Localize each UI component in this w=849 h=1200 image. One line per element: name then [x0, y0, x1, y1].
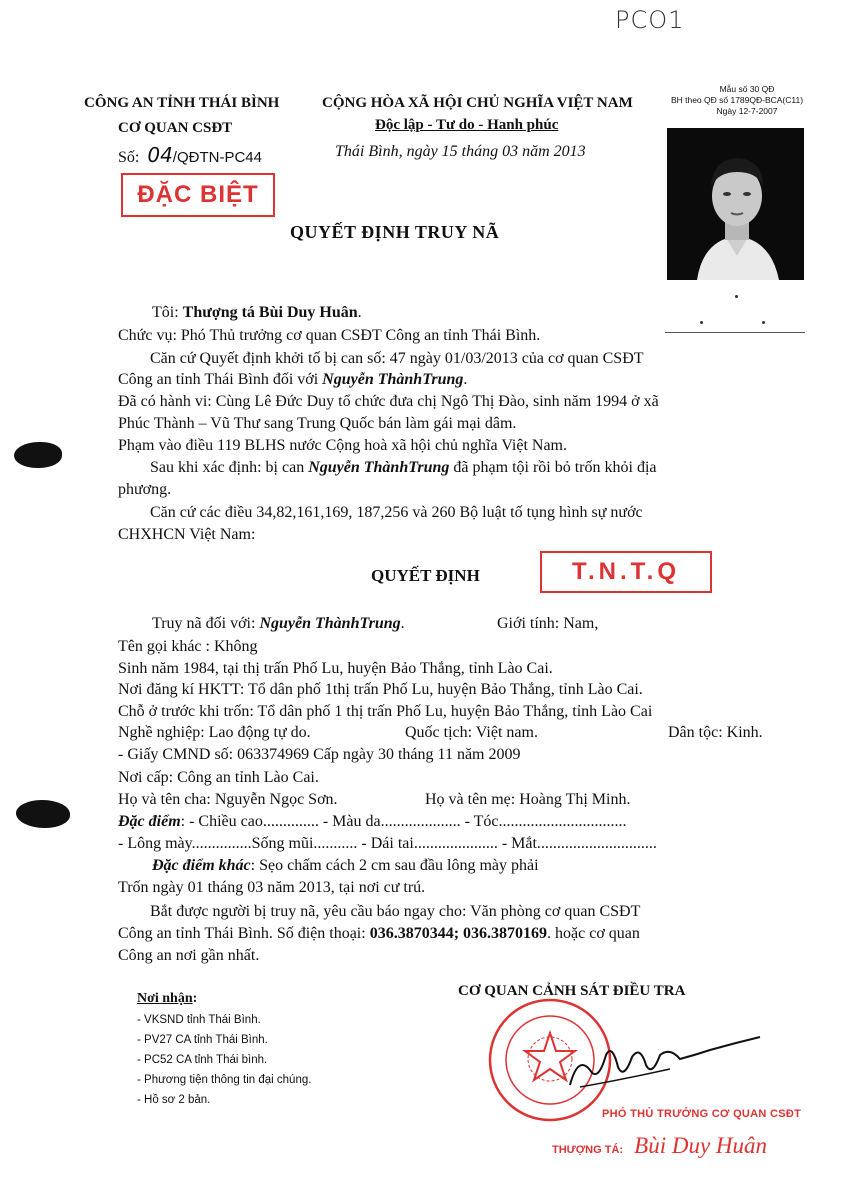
features-line [118, 812, 627, 832]
form-note-line: Ngày 12-7-2007 [716, 106, 778, 116]
country-name: CỘNG HÒA XÃ HỘI CHỦ NGHĨA VIỆT NAM [322, 95, 633, 111]
residence-line: Nơi đăng kí HKTT: Tổ dân phố 1thị trấn Phố Lu, huyện Bảo Thắng, tỉnh Lào Cai. [118, 681, 643, 698]
text: Công an tỉnh Thái Bình. Số điện thoại: [118, 925, 370, 942]
office-name: CƠ QUAN CSĐT [118, 120, 233, 136]
agency-name: CÔNG AN TỈNH THÁI BÌNH [84, 95, 280, 111]
text: đã phạm tội rồi bỏ trốn khỏi địa [449, 459, 657, 476]
violation-line: Phạm vào điều 119 BLHS nước Cộng hoà xã hội chủ nghĩa Việt Nam. [118, 437, 567, 454]
form-note-line: Mẫu số 30 QĐ [719, 84, 775, 94]
text: Công an tỉnh Thái Bình đối với [118, 371, 323, 388]
id-card-line: - Giấy CMND số: 063374969 Cấp ngày 30 tháng 11 năm 2009 [118, 746, 521, 763]
national-motto: Độc lập - Tư do - Hanh phúc [375, 117, 559, 133]
suspect-photo [667, 128, 804, 280]
suspect-name: Nguyễn ThànhTrung [322, 371, 464, 388]
position-line: Chức vụ: Phó Thủ trưởng cơ quan CSĐT Công an tỉnh Thái Bình. [118, 327, 541, 344]
signer-rank: THƯỢNG TÁ: [552, 1144, 624, 1156]
basis-line-cont [118, 370, 467, 390]
report-line-cont [118, 924, 640, 944]
signer-position: PHÓ THỦ TRƯỞNG CƠ QUAN CSĐT [602, 1108, 802, 1120]
act-line-cont: Phúc Thành – Vũ Thư sang Trung Quốc bán làm gái mại dâm. [118, 415, 517, 432]
place-date: Thái Bình, ngày 15 tháng 03 năm 2013 [335, 143, 586, 160]
number-suffix: /QĐTN-PC44 [172, 149, 262, 166]
ethnicity-field: Dân tộc: Kinh. [668, 724, 763, 741]
text: Sau khi xác định: bị can [150, 459, 309, 476]
other-features-line [152, 856, 539, 876]
previous-address-line: Chỗ ở trước khi trốn: Tổ dân phố 1 thị trấn Phố Lu, huyện Bảo Thắng, tỉnh Lào Cai [118, 703, 653, 720]
issue-place-line: Nơi cấp: Công an tỉnh Lào Cai. [118, 769, 319, 786]
text: . hoặc cơ quan [547, 925, 640, 942]
document-number [118, 143, 262, 167]
form-note [672, 84, 822, 117]
wanted-line [152, 614, 405, 634]
report-line: Bắt được người bị truy nã, yêu cầu báo ngay cho: Văn phòng cơ quan CSĐT [150, 903, 641, 920]
recipient-item: - Hồ sơ 2 bản. [137, 1094, 211, 1106]
occupation-field: Nghề nghiệp: Lao động tự do. [118, 724, 311, 741]
alias-line: Tên gọi khác : Không [118, 638, 258, 655]
recipient-item: - PV27 CA tỉnh Thái Bình. [137, 1034, 268, 1046]
text: : - Chiều cao.............. - Màu da.................... - Tóc................................ [180, 813, 627, 830]
issuer-line [152, 303, 362, 323]
file-code: PCO1 [615, 6, 685, 34]
recipient-item: - PC52 CA tỉnh Thái bình. [137, 1054, 268, 1066]
signer-name: Bùi Duy Huân [634, 1133, 768, 1158]
recipient-item: - VKSND tỉnh Thái Bình. [137, 1014, 261, 1026]
report-line-end: Công an nơi gần nhất. [118, 947, 260, 964]
text: Tôi: [152, 304, 183, 321]
other-features-label: Đặc điểm khác [152, 857, 251, 874]
nationality-field: Quốc tịch: Việt nam. [405, 724, 538, 741]
features-line-2: - Lông mày...............Sống mũi........... - Dái tai..................... - Mắt.............................. [118, 835, 657, 852]
birth-line: Sinh năm 1984, tại thị trấn Phố Lu, huyện Bảo Thắng, tỉnh Lào Cai. [118, 660, 553, 677]
act-line: Đã có hành vi: Cùng Lê Đức Duy tổ chức đưa chị Ngô Thị Đào, sinh năm 1994 ở xã [118, 393, 659, 410]
photo-dots [665, 295, 805, 335]
signing-agency: CƠ QUAN CẢNH SÁT ĐIỀU TRA [458, 983, 686, 999]
number-handwritten: 04 [147, 143, 173, 167]
recipient-item: - Phương tiện thông tin đại chúng. [137, 1074, 312, 1086]
special-stamp [121, 173, 275, 217]
special-stamp-text: ĐẶC BIỆT [137, 181, 259, 208]
punch-hole [16, 800, 70, 828]
text: . [400, 615, 405, 632]
portrait-image [667, 128, 804, 280]
father-field: Họ và tên cha: Nguyễn Ngọc Sơn. [118, 791, 338, 808]
number-prefix: Số: [118, 149, 140, 166]
features-label: Đặc điểm [118, 813, 181, 830]
legal-basis-line-cont: CHXHCN Việt Nam: [118, 526, 256, 543]
suspect-name: Nguyễn ThànhTrung [308, 459, 450, 476]
mother-field: Họ và tên mẹ: Hoàng Thị Minh. [425, 791, 631, 808]
basis-line: Căn cứ Quyết định khởi tố bị can số: 47 ngày 01/03/2013 của cơ quan CSĐT [150, 350, 644, 367]
punch-hole [14, 442, 62, 468]
legal-basis-line: Căn cứ các điều 34,82,161,169, 187,256 và 260 Bộ luật tố tụng hình sự nước [150, 504, 643, 521]
text: : [192, 991, 198, 1006]
issuer-name: Thượng tá Bùi Duy Huân [182, 304, 358, 321]
form-note-line: BH theo QĐ số 1789QĐ-BCA(C11) [670, 95, 804, 105]
signer-rank-name [552, 1133, 767, 1159]
flight-line [150, 458, 657, 478]
flight-line-cont: phương. [118, 481, 172, 498]
tntq-stamp [540, 551, 712, 593]
recipients-title: Nơi nhận [137, 991, 193, 1006]
text: . [463, 371, 468, 388]
suspect-name: Nguyễn ThànhTrung [259, 615, 401, 632]
document-title: QUYẾT ĐỊNH TRUY NÃ [290, 222, 500, 242]
text: : Sẹo chấm cách 2 cm sau đầu lông mày phải [250, 857, 539, 874]
recipients [137, 990, 311, 1110]
recipients-list [137, 1010, 311, 1110]
tntq-stamp-text: T.N.T.Q [571, 558, 680, 585]
escape-line: Trốn ngày 01 tháng 03 năm 2013, tại nơi cư trú. [118, 879, 426, 896]
decision-heading: QUYẾT ĐỊNH [371, 566, 480, 585]
text: . [357, 304, 362, 321]
gender-field: Giới tính: Nam, [497, 615, 599, 632]
phone-numbers: 036.3870344; 036.3870169 [369, 925, 548, 942]
text: Truy nã đối với: [152, 615, 260, 632]
handwritten-signature [560, 1025, 770, 1095]
